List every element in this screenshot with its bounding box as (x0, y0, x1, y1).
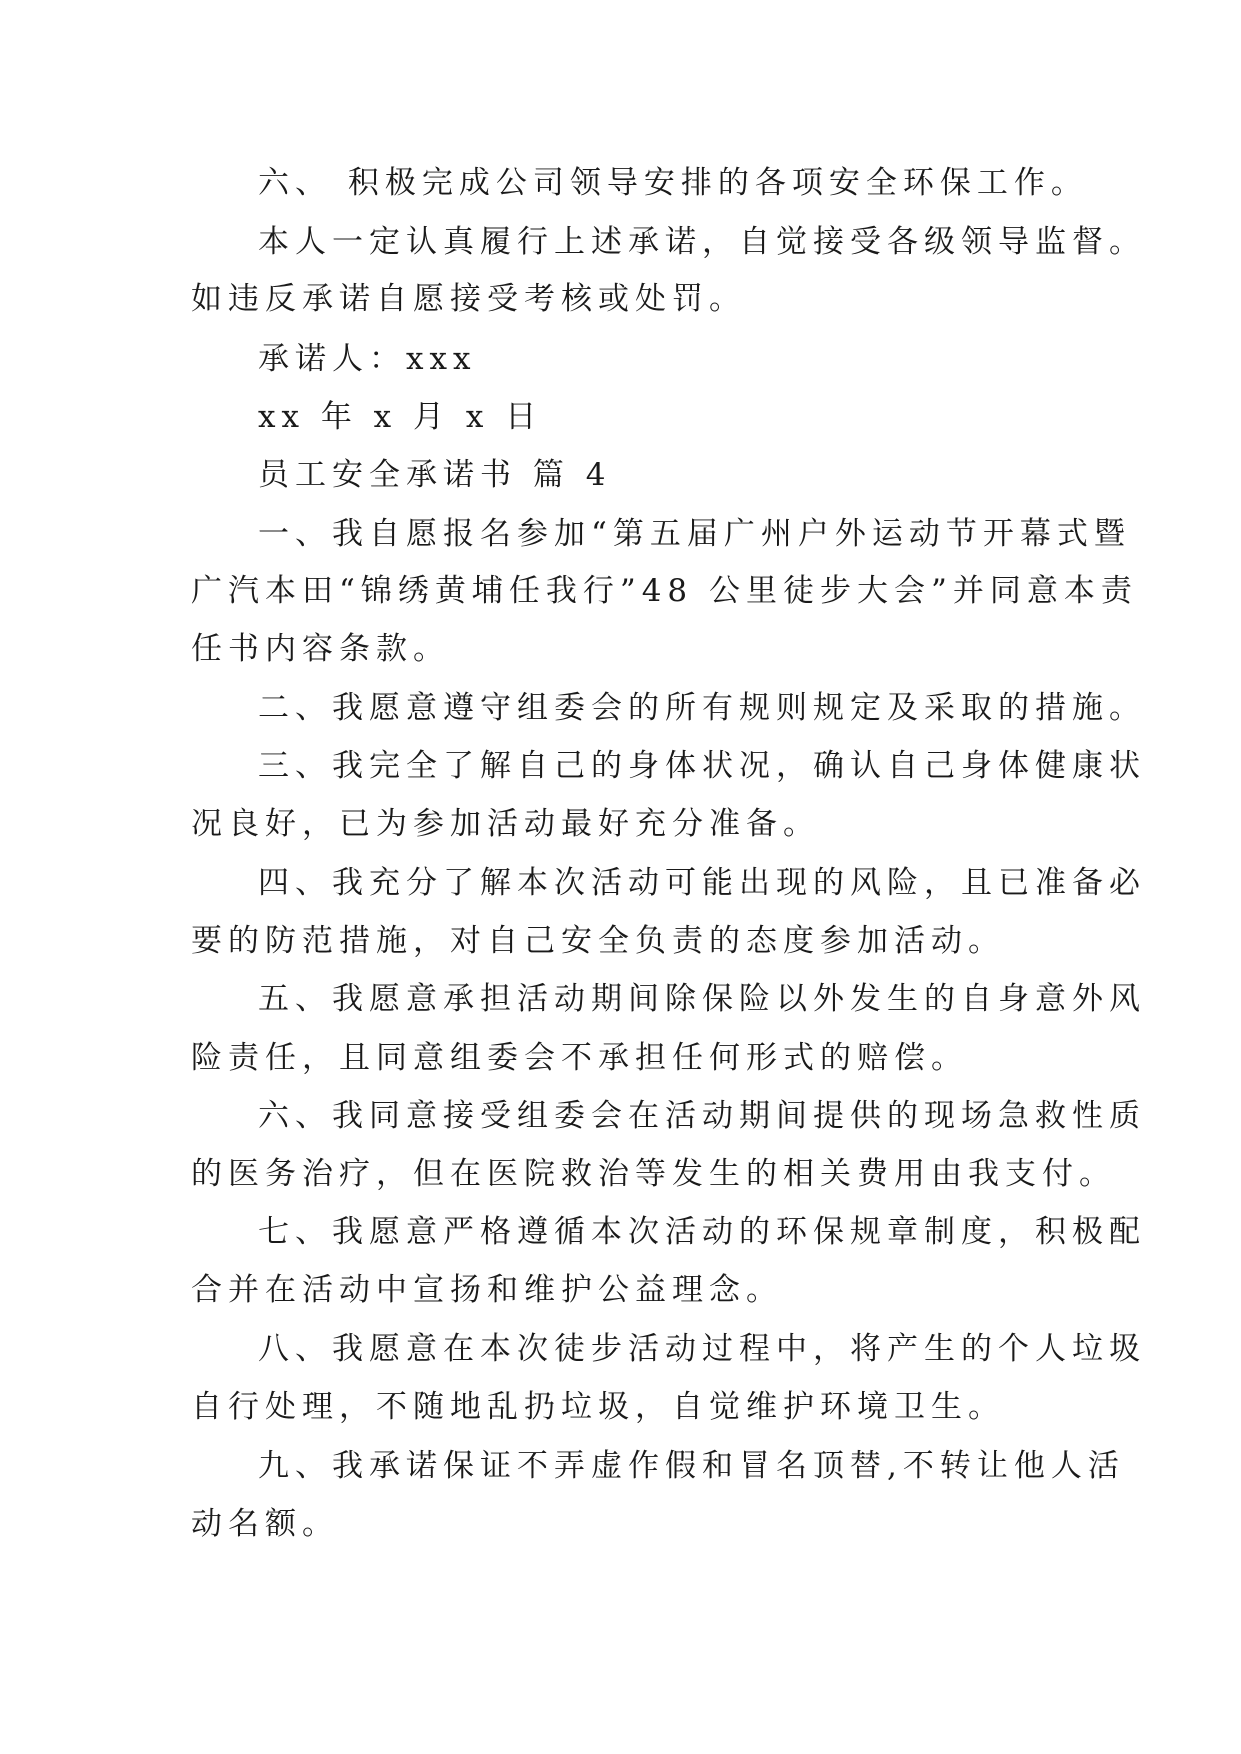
text-line: 六、 积极完成公司领导安排的各项安全环保工作。 (258, 165, 1088, 201)
text-line: 三、我完全了解自己的身体状况，确认自己身体健康状 (258, 748, 1146, 784)
text-line: 况良好，已为参加活动最好充分准备。 (191, 806, 820, 842)
text-line: 动名额。 (191, 1506, 339, 1542)
text-line: 要的防范措施，对自己安全负责的态度参加活动。 (191, 923, 1005, 959)
text-line: 七、我愿意严格遵循本次活动的环保规章制度，积极配 (258, 1214, 1146, 1250)
text-line: 五、我愿意承担活动期间除保险以外发生的自身意外风 (258, 981, 1146, 1017)
text-line: 六、我同意接受组委会在活动期间提供的现场急救性质 (258, 1098, 1146, 1134)
text-line: 自行处理，不随地乱扔垃圾，自觉维护环境卫生。 (191, 1389, 1005, 1425)
text-line: 员工安全承诺书 篇 4 (258, 457, 612, 493)
text-line: 如违反承诺自愿接受考核或处罚。 (191, 281, 746, 317)
text-line: 任书内容条款。 (191, 631, 450, 667)
text-line: 四、我充分了解本次活动可能出现的风险，且已准备必 (258, 865, 1146, 901)
text-line: 的医务治疗，但在医院救治等发生的相关费用由我支付。 (191, 1156, 1116, 1192)
text-line: 险责任，且同意组委会不承担任何形式的赔偿。 (191, 1040, 968, 1076)
text-line: 本人一定认真履行上述承诺，自觉接受各级领导监督。 (258, 224, 1146, 260)
text-line: 二、我愿意遵守组委会的所有规则规定及采取的措施。 (258, 690, 1146, 726)
text-line: 广汽本田“锦绣黄埔任我行”48 公里徒步大会”并同意本责 (191, 573, 1138, 609)
text-line: 九、我承诺保证不弄虚作假和冒名顶替,不转让他人活 (258, 1448, 1125, 1484)
text-line: 一、我自愿报名参加“第五届广州户外运动节开幕式暨 (258, 516, 1131, 552)
text-line: 八、我愿意在本次徒步活动过程中，将产生的个人垃圾 (258, 1331, 1146, 1367)
text-line: 合并在活动中宣扬和维护公益理念。 (191, 1272, 783, 1308)
text-line: xx 年 x 月 x 日 (258, 399, 543, 435)
text-line: 承诺人：xxx (258, 341, 477, 377)
